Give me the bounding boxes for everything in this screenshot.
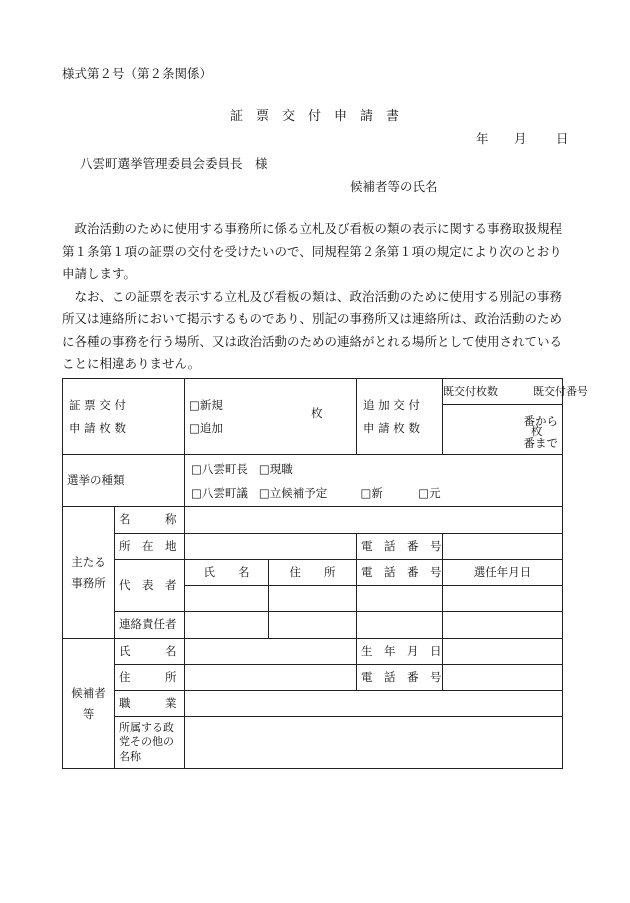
rep-address-field[interactable] xyxy=(269,586,357,612)
body-paragraph-1: 政治活動のために使用する事務所に係る立札及び看板の類の表示に関する事務取扱規程第１条第１項の証票の交付を受けたいので、同規程第２条第１項の規定により次のとおり申請します。 xyxy=(62,221,563,281)
new-checkbox[interactable]: □新規 xyxy=(189,397,223,412)
cand-address-field[interactable] xyxy=(185,665,357,691)
office-phone-field[interactable] xyxy=(443,534,563,560)
incumbent-checkbox[interactable]: □現職 xyxy=(258,461,293,476)
rep-date-label: 選任年月日 xyxy=(443,560,563,586)
candidate-section-label: 候補者 等 xyxy=(63,639,115,769)
request-count-label: 証 票 交 付 申 請 枚 数 xyxy=(63,379,185,455)
form-number: 様式第２号（第２条関係） xyxy=(62,66,213,81)
office-phone-label: 電 話 番 号 xyxy=(357,534,443,560)
birth-date-label: 生 年 月 日 xyxy=(357,639,443,665)
office-name-label: 名 称 xyxy=(115,507,185,534)
office-address-field[interactable] xyxy=(185,534,357,560)
election-options xyxy=(185,455,563,507)
issued-header xyxy=(443,379,588,405)
cand-phone-label: 電 話 番 号 xyxy=(357,665,443,691)
election-type-label: 選挙の種類 xyxy=(63,455,185,507)
additional-count-label: 追 加 交 付 申 請 枚 数 xyxy=(357,379,443,455)
date-day: 日 xyxy=(556,131,569,146)
contact-address-field[interactable] xyxy=(269,612,357,639)
application-table xyxy=(62,378,588,769)
new-option-checkbox[interactable]: □新 xyxy=(360,485,383,500)
occupation-label: 職 業 xyxy=(115,691,185,717)
date-month: 月 xyxy=(514,131,527,146)
body-text xyxy=(62,218,568,376)
cand-name-label: 氏 名 xyxy=(115,639,185,665)
contact-date-field[interactable] xyxy=(443,612,563,639)
office-section-label: 主たる 事務所 xyxy=(63,507,115,639)
from-label: 番から xyxy=(523,414,558,428)
issued-count-label: 既交付枚数 xyxy=(443,384,498,398)
office-name-field[interactable] xyxy=(185,507,563,534)
mayor-checkbox[interactable]: □八雲町長 xyxy=(191,461,248,476)
applicant-label: 候補者等の氏名 xyxy=(350,179,438,194)
rep-name-field[interactable] xyxy=(185,586,269,612)
addressee: 八雲町選挙管理委員会委員長 様 xyxy=(80,156,268,171)
party-field[interactable] xyxy=(185,717,563,769)
rep-date-field[interactable] xyxy=(443,586,563,612)
cand-phone-field[interactable] xyxy=(443,665,563,691)
contact-name-field[interactable] xyxy=(185,612,269,639)
to-label: 番まで xyxy=(523,436,558,450)
add-checkbox[interactable]: □追加 xyxy=(189,420,223,435)
representative-label: 代 表 者 xyxy=(115,560,185,612)
unit-label: 枚 xyxy=(311,406,323,420)
party-label: 所属する政党その他の名称 xyxy=(115,717,185,769)
body-paragraph-2: なお、この証票を表示する立札及び看板の類は、政治活動のために使用する別記の事務所又は連絡所において掲示するものであり、別記の事務所又は連絡所は、政治活動のために各種の事務を行う場所、又は政治活動のための連絡がとれる場所として使用されていることに相違ありません。 xyxy=(62,288,563,371)
issued-number-label: 既交付番号 xyxy=(533,384,588,398)
contact-person-label: 連絡責任者 xyxy=(115,612,185,639)
office-address-label: 所 在 地 xyxy=(115,534,185,560)
candidate-planned-checkbox[interactable]: □立候補予定 xyxy=(258,485,328,500)
rep-address-label: 住 所 xyxy=(269,560,357,586)
page-title: 証 票 交 付 申 請 書 xyxy=(230,109,400,124)
unit2-label: 枚 xyxy=(531,424,543,438)
request-type-cell xyxy=(185,379,357,455)
cand-name-field[interactable] xyxy=(185,639,357,665)
former-checkbox[interactable]: □元 xyxy=(418,485,441,500)
contact-phone-field[interactable] xyxy=(357,612,443,639)
birth-date-field[interactable] xyxy=(443,639,563,665)
date-year: 年 xyxy=(476,131,489,146)
cand-address-label: 住 所 xyxy=(115,665,185,691)
council-checkbox[interactable]: □八雲町議 xyxy=(191,485,248,500)
rep-name-label: 氏 名 xyxy=(185,560,269,586)
rep-phone-label: 電 話 番 号 xyxy=(357,560,443,586)
issued-value-cell[interactable] xyxy=(443,405,563,455)
rep-phone-field[interactable] xyxy=(357,586,443,612)
occupation-field[interactable] xyxy=(185,691,563,717)
